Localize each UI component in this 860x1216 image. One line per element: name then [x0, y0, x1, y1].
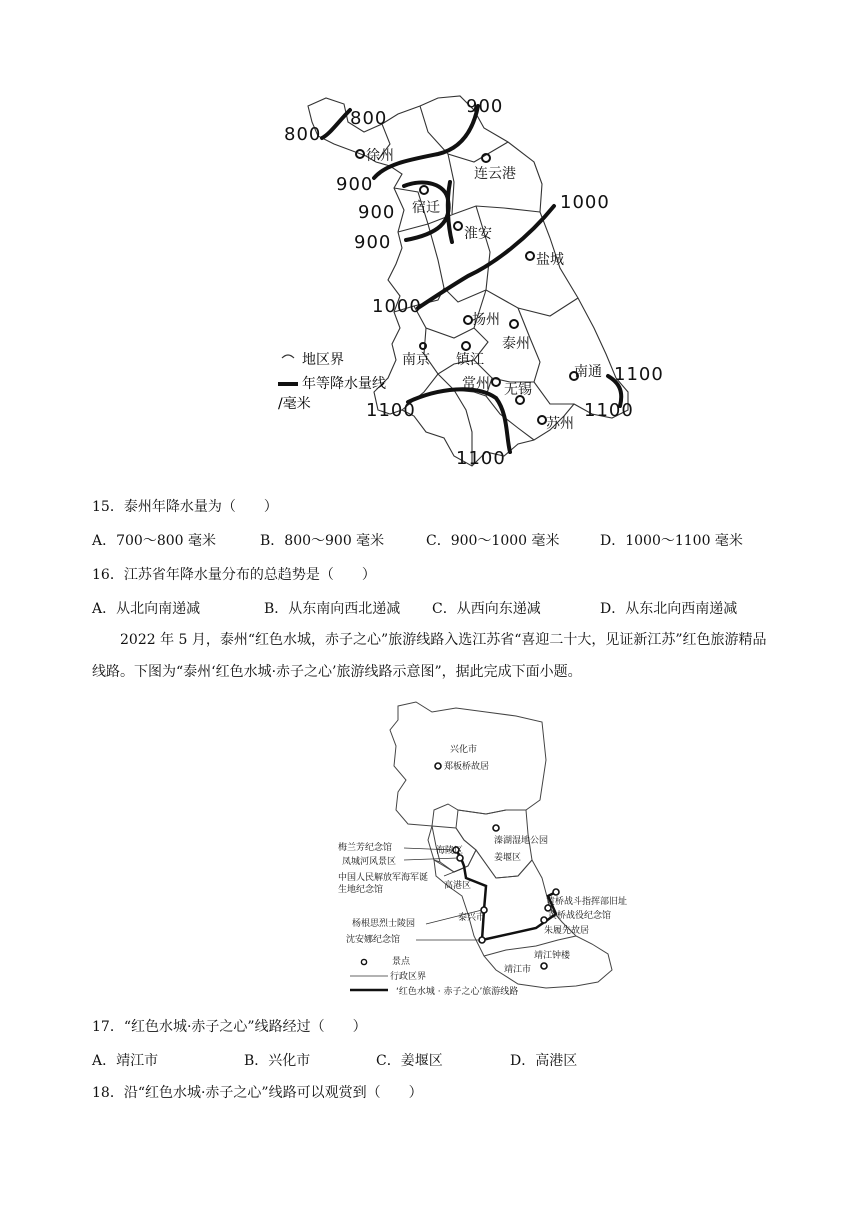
city-label: 盐城 [536, 252, 564, 268]
spot-marker [553, 889, 559, 895]
isoline-label: 1100 [366, 400, 416, 421]
city-label: 苏州 [546, 416, 574, 432]
question-15-stem: 15．泰州年降水量为（ ） [92, 499, 278, 515]
place-label: 泰兴市 [458, 913, 486, 923]
isoline-label: 800 [350, 108, 388, 129]
legend-boundary: 地区界 [302, 352, 344, 368]
question-17-stem: 17．“红色水城·赤子之心”线路经过（ ） [92, 1019, 367, 1035]
place-label: 靖江钟楼 [534, 951, 571, 961]
legend-route: ‘红色水城 · 赤子之心’旅游线路 [396, 987, 519, 997]
city-label: 南通 [574, 364, 602, 380]
legend-boundary: 行政区界 [390, 972, 427, 982]
q16-option-d[interactable]: D．从东北向西南递减 [600, 601, 738, 617]
q15-option-d[interactable]: D．1000～1100 毫米 [600, 533, 743, 549]
legend-isoline: 年等降水量线 [302, 376, 386, 392]
legend-isoline-unit: /毫米 [278, 396, 311, 412]
spot-marker [541, 963, 547, 969]
city-label: 常州 [462, 376, 490, 392]
spot-marker [541, 917, 547, 923]
city-marker [420, 186, 428, 194]
city-label: 宿迁 [412, 200, 440, 216]
taizhou-route-map [336, 700, 636, 1000]
isoline-label: 1100 [456, 448, 506, 469]
passage-intro: 2022 年 5 月，泰州“红色水城，赤子之心”旅游线路入选江苏省“喜迎二十大，见证新江苏”红色旅游精品线路。下图为“泰州‘红色水城·赤子之心’旅游线路示意图”，据此完成下面小题。 [92, 632, 767, 680]
spot-label: 朱履先故居 [544, 926, 590, 936]
legend-spot: 景点 [392, 957, 411, 967]
city-label: 扬州 [472, 312, 500, 328]
q15-option-a[interactable]: A．700～800 毫米 [92, 533, 217, 549]
q16-option-b[interactable]: B．从东南向西北递减 [264, 601, 401, 617]
city-marker [464, 316, 472, 324]
city-label: 镇江 [456, 352, 484, 368]
place-label: 姜堰区 [494, 853, 522, 863]
place-label: 溱湖湿地公园 [494, 836, 549, 846]
place-label: 靖江市 [504, 965, 532, 975]
place-label: 高港区 [444, 881, 472, 891]
city-label: 徐州 [366, 148, 394, 164]
q17-option-d[interactable]: D．高港区 [510, 1053, 578, 1069]
isoline-label: 900 [336, 174, 374, 195]
legend-spot-icon [361, 959, 366, 964]
spot-marker [493, 825, 499, 831]
city-marker [510, 320, 518, 328]
city-marker [538, 416, 546, 424]
city-marker [526, 252, 534, 260]
spot-label: 黄桥战斗指挥部旧址 [546, 897, 628, 907]
q15-option-b[interactable]: B．800～900 毫米 [260, 533, 385, 549]
q16-option-a[interactable]: A．从北向南递减 [92, 601, 201, 617]
city-label: 南京 [402, 352, 430, 368]
isoline-label: 1000 [560, 192, 610, 213]
city-label: 连云港 [474, 166, 516, 182]
spot-marker [435, 763, 441, 769]
spot-label: 黄桥战役纪念馆 [548, 911, 612, 921]
q16-option-c[interactable]: C．从西向东递减 [432, 601, 541, 617]
place-label: 海陵区 [436, 846, 464, 856]
city-marker [462, 342, 470, 350]
isoline-label: 900 [466, 96, 504, 117]
q17-option-c[interactable]: C．姜堰区 [376, 1053, 443, 1069]
spot-label: 梅兰芳纪念馆 [338, 843, 393, 853]
isoline-label: 800 [284, 124, 322, 145]
city-marker [420, 343, 426, 349]
isoline-800 [322, 110, 350, 138]
q15-option-c[interactable]: C．900～1000 毫米 [426, 533, 560, 549]
isoline-label: 900 [358, 202, 396, 223]
isoline-label: 1000 [372, 296, 422, 317]
isoline-label: 900 [354, 232, 392, 253]
spot-label: 生地纪念馆 [338, 885, 384, 895]
route-map-legend [350, 955, 518, 997]
isoline-label: 1100 [584, 400, 634, 421]
jiangsu-precipitation-map [278, 92, 664, 470]
spot-label: 杨根思烈士陵园 [352, 919, 416, 929]
place-label: 郑板桥故居 [444, 762, 490, 772]
city-marker [454, 222, 462, 230]
q17-option-a[interactable]: A．靖江市 [92, 1053, 159, 1069]
place-label: 兴化市 [450, 745, 478, 755]
city-label: 无锡 [504, 382, 532, 398]
spot-label: 沈安娜纪念馆 [346, 935, 401, 945]
city-label: 淮安 [464, 226, 492, 242]
q17-option-b[interactable]: B．兴化市 [244, 1053, 311, 1069]
question-16-stem: 16．江苏省年降水量分布的总趋势是（ ） [92, 567, 376, 583]
question-18-stem: 18．沿“红色水城·赤子之心”线路可以观赏到（ ） [92, 1085, 423, 1101]
isoline-label: 1100 [614, 364, 664, 385]
city-label: 泰州 [502, 336, 530, 352]
spot-label: 中国人民解放军海军诞 [338, 873, 429, 883]
spot-label: 凤城河风景区 [342, 857, 397, 867]
